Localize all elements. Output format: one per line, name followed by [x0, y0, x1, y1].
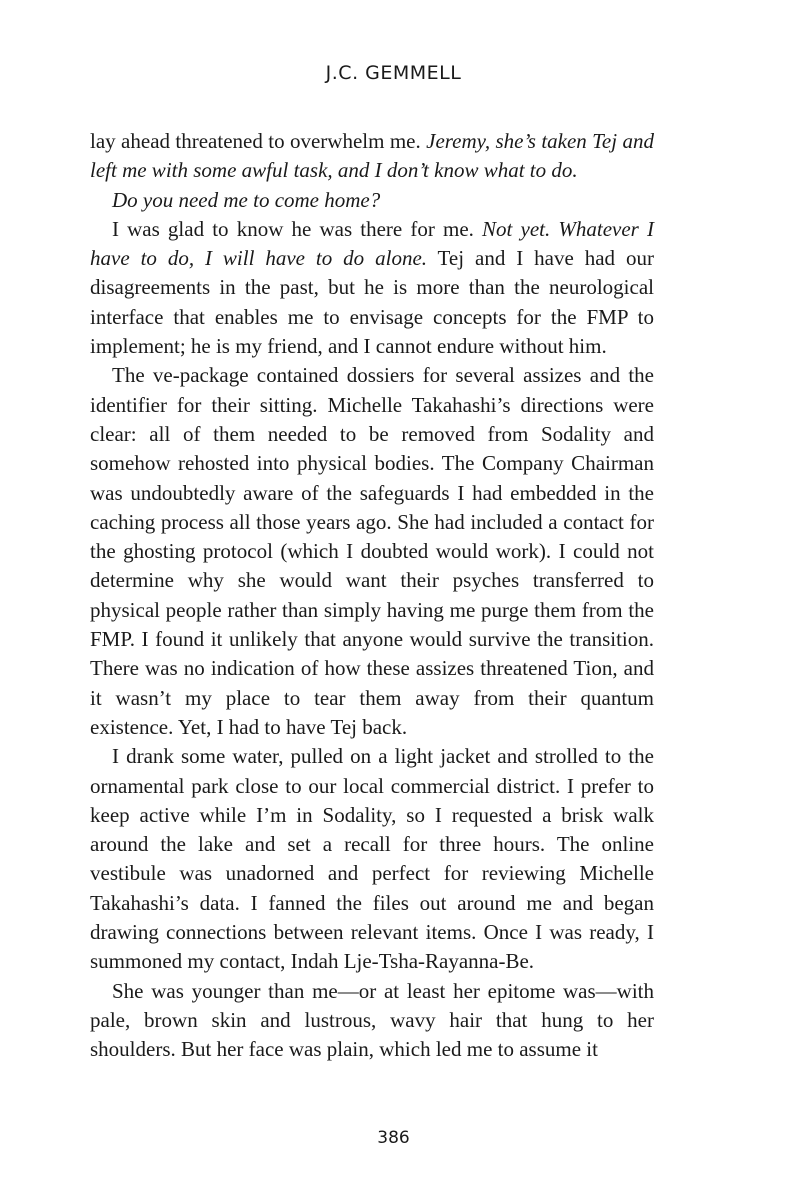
paragraph-2	[90, 186, 654, 215]
paragraph-3-text-start: I was glad to know he was there for me.	[112, 216, 483, 241]
paragraph-3	[90, 215, 654, 361]
body-text	[90, 127, 654, 1065]
paragraph-1	[90, 127, 654, 186]
paragraph-3-text-end: Tej and I have had our disagreements in the past, but he is more than the neurological interface that enables me to envisage concepts for the FMP to implement; he is my friend, and I cannot endure without him.	[90, 246, 654, 359]
paragraph-4: The ve-package contained dossiers for several assizes and the identifier for their sitting. Michelle Takahashi’s directions were clear: all of them needed to be removed from Sodality and somehow rehosted into physical bodies. The Company Chairman was undoubtedly aware of the safeguards I had embedded in the caching process all those years ago. She had included a contact for the ghosting protocol (which I doubted would work). I could not determine why she would want their psyches transferred to physical people rather than simply having me purge them from the FMP. I found it unlikely that anyone would survive the transition. There was no indication of how these assizes threatened Tion, and it wasn’t my place to tear them away from their quantum existence. Yet, I had to have Tej back.	[90, 363, 654, 739]
page-number: 386	[377, 1128, 410, 1148]
paragraph-1-text: lay ahead threatened to overwhelm me.	[90, 129, 427, 153]
paragraph-2-italic-thought: Do you need me to come home?	[112, 187, 381, 212]
running-head: J.C. GEMMELL	[325, 62, 462, 84]
paragraph-1-italic-thought: Jeremy, she’s taken Tej and left me with some awful task, and I don’t know what to do.	[90, 129, 654, 183]
paragraph-5: I drank some water, pulled on a light jacket and strolled to the ornamental park close to our local commercial district. I prefer to keep active while I’m in Sodality, so I requested a brisk walk around the lake and set a recall for three hours. The online vestibule was unadorned and perfect for reviewing Michelle Takahashi’s data. I fanned the files out around me and began drawing connections between relevant items. Once I was ready, I summoned my contact, Indah Lje-Tsha-Rayanna-Be.	[90, 744, 654, 974]
paragraph-6: She was younger than me—or at least her epitome was—with pale, brown skin and lustrous, wavy hair that hung to her shoulders. But her face was plain, which led me to assume it	[90, 978, 654, 1062]
paragraph-3-italic-thought: Not yet. Whatever I have to do, I will have to do alone.	[90, 216, 654, 271]
